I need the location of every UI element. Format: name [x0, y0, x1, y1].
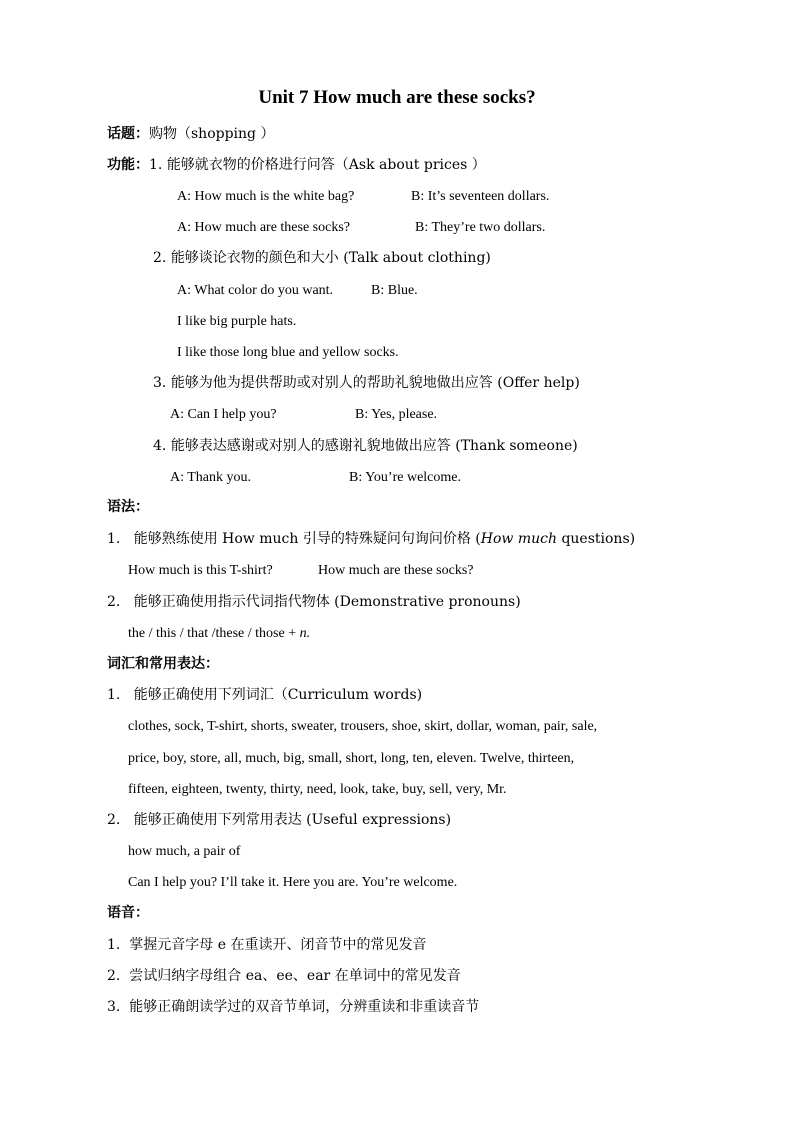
function-item-3-num: 3. [153, 375, 167, 391]
vocab-words-line-3: fifteen, eighteen, twenty, thirty, need, look, take, buy, sell, very, Mr. [128, 782, 507, 797]
function-2-dialog-b1: B: Blue. [371, 283, 418, 298]
function-line-1 [107, 156, 486, 174]
function-4-dialog-b: B: You’re welcome. [349, 470, 461, 485]
grammar-item-2-text: 能够正确使用指示代词指代物体 (Demonstrative pronouns) [133, 594, 521, 610]
vocab-item-1-num: 1. [107, 687, 121, 703]
function-1-dialog-a2: A: How much are these socks? [177, 220, 351, 235]
vocab-expressions-line-2: Can I help you? I’ll take it. Here you are. You’re welcome. [128, 875, 458, 890]
function-1-dialog-b1: B: It’s seventeen dollars. [411, 189, 550, 204]
phonetics-item-2-text: 尝试归纳字母组合 ea、ee、ear 在单词中的常见发音 [129, 968, 461, 984]
grammar-item-1 [107, 530, 635, 548]
function-line-4 [153, 437, 578, 455]
function-3-dialog-a: A: Can I help you? [170, 407, 277, 422]
function-1-dialog-a1: A: How much is the white bag? [177, 189, 355, 204]
grammar-label: 语法： [107, 499, 149, 515]
function-item-2-num: 2. [153, 250, 167, 266]
grammar-item-1-num: 1. [107, 531, 121, 547]
function-4-dialog-a: A: Thank you. [170, 470, 252, 485]
function-item-1-num: 1. [149, 157, 163, 173]
phonetics-label: 语音： [107, 905, 149, 921]
phonetics-item-2-num: 2. [107, 968, 121, 984]
vocab-item-2-num: 2. [107, 812, 121, 828]
vocab-expressions-line-1: how much, a pair of [128, 844, 241, 859]
vocab-item-1 [107, 686, 422, 704]
function-3-dialog-b: B: Yes, please. [355, 407, 438, 422]
vocab-item-2-text: 能够正确使用下列常用表达 (Useful expressions) [133, 812, 452, 828]
topic-text: 购物（shopping ） [149, 126, 275, 142]
grammar-2-example-text: the / this / that /these / those + [128, 626, 300, 641]
function-2-example-1: I like big purple hats. [177, 314, 297, 329]
vocab-label: 词汇和常用表达： [107, 656, 219, 672]
phonetics-item-1 [107, 936, 426, 954]
grammar-item-1-text-end: questions) [557, 531, 636, 547]
vocab-words-line-2: price, boy, store, all, much, big, small, short, long, ten, eleven. Twelve, thirteen, [128, 751, 575, 766]
phonetics-item-1-num: 1. [107, 937, 121, 953]
function-line-3 [153, 374, 580, 392]
grammar-item-1-text: 能够熟练使用 How much 引导的特殊疑问句询问价格 ( [133, 531, 481, 547]
vocab-item-2 [107, 811, 451, 829]
grammar-2-example [128, 625, 310, 643]
function-label: 功能： [107, 157, 149, 173]
function-item-1-text: 能够就衣物的价格进行问答（Ask about prices ） [166, 157, 486, 173]
phonetics-item-3-text: 能够正确朗读学过的双音节单词，分辨重读和非重读音节 [129, 999, 480, 1015]
grammar-item-1-italic: How much [480, 531, 557, 547]
function-line-2 [153, 249, 491, 267]
function-item-4-num: 4. [153, 438, 167, 454]
grammar-1-example-a: How much is this T-shirt? [128, 563, 273, 578]
function-2-dialog-a1: A: What color do you want. [177, 283, 334, 298]
function-1-dialog-b2: B: They’re two dollars. [415, 220, 546, 235]
function-item-3-text: 能够为他为提供帮助或对别人的帮助礼貌地做出应答 (Offer help) [170, 375, 580, 391]
phonetics-item-2 [107, 967, 461, 985]
grammar-item-2 [107, 593, 521, 611]
function-item-4-text: 能够表达感谢或对别人的感谢礼貌地做出应答 (Thank someone) [170, 438, 578, 454]
grammar-1-example-b: How much are these socks? [318, 563, 474, 578]
topic-line [107, 125, 274, 143]
phonetics-item-3 [107, 998, 479, 1016]
function-item-2-text: 能够谈论衣物的颜色和大小 (Talk about clothing) [170, 250, 491, 266]
vocab-item-1-text: 能够正确使用下列词汇（Curriculum words) [133, 687, 423, 703]
phonetics-item-3-num: 3. [107, 999, 121, 1015]
function-2-example-2: I like those long blue and yellow socks. [177, 345, 399, 360]
phonetics-item-1-text: 掌握元音字母 e 在重读开、闭音节中的常见发音 [129, 937, 427, 953]
vocab-words-line-1: clothes, sock, T-shirt, shorts, sweater, trousers, shoe, skirt, dollar, woman, pair, sale, [128, 719, 598, 734]
page-title: Unit 7 How much are these socks? [258, 87, 536, 108]
grammar-item-2-num: 2. [107, 594, 121, 610]
topic-label: 话题： [107, 126, 149, 142]
grammar-2-example-italic: n. [299, 626, 311, 641]
